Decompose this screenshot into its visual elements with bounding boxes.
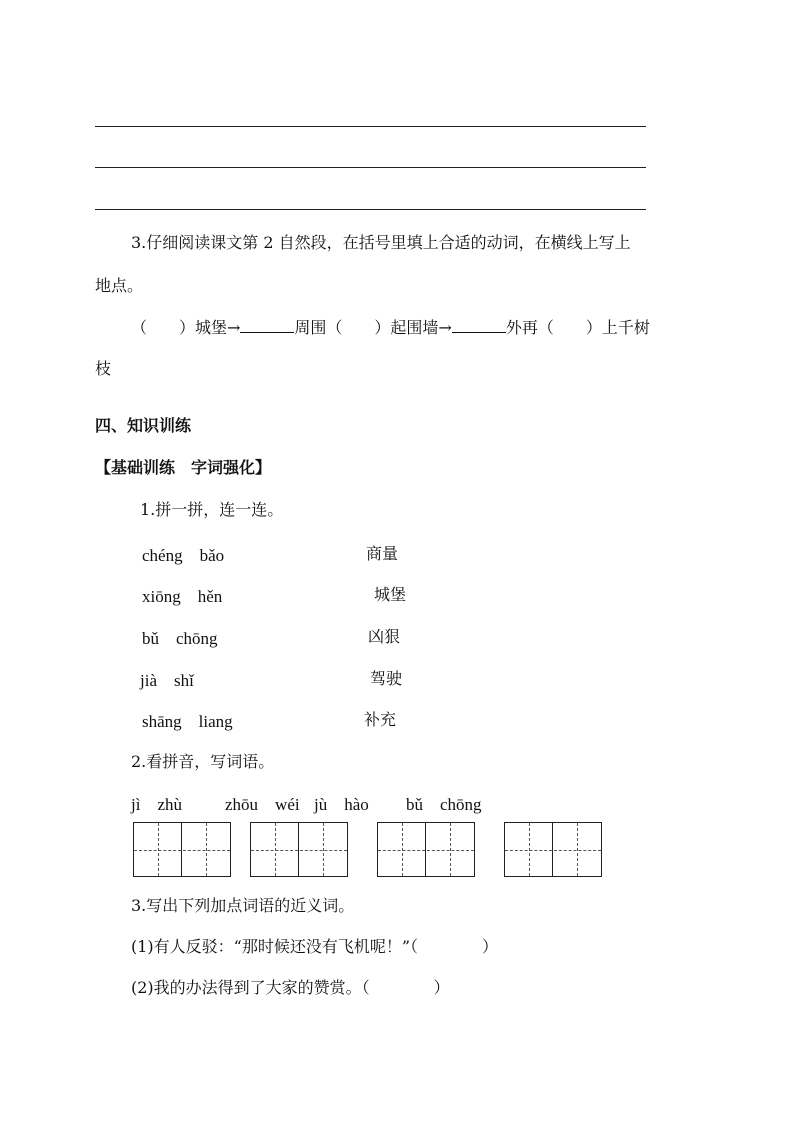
q1-pinyin-3: bǔ chōng xyxy=(142,629,218,648)
q1-pinyin-2: xiōng hěn xyxy=(142,587,223,606)
q1-pinyin-4: jià shǐ xyxy=(140,671,194,690)
q2-pinyin-3: jù hào xyxy=(314,795,369,814)
q3-title: 3.写出下列加点词语的近义词。 xyxy=(131,896,355,915)
reading-q3-fill-line2: 枝 xyxy=(95,359,112,378)
writing-grid-3[interactable] xyxy=(377,822,475,877)
q2-pinyin-4: bǔ chōng xyxy=(406,795,482,814)
answer-line-2[interactable] xyxy=(95,167,646,168)
reading-q3-line1: 3.仔细阅读课文第 2 自然段，在括号里填上合适的动词，在横线上写上 xyxy=(131,233,631,252)
q3-item-2: (2)我的办法得到了大家的赞赏。（ ） xyxy=(131,978,450,997)
fill-blank-2[interactable] xyxy=(452,318,506,333)
q3-item-1: (1)有人反驳：“那时候还没有飞机呢！”（ ） xyxy=(131,937,499,956)
q2-title: 2.看拼音，写词语。 xyxy=(131,752,275,771)
q1-word-4: 驾驶 xyxy=(370,669,403,688)
q1-word-5: 补充 xyxy=(364,710,397,729)
reading-q3-fill xyxy=(131,315,650,338)
q1-pinyin-5: shāng liang xyxy=(142,712,233,731)
section-subtitle: 【基础训练 字词强化】 xyxy=(95,458,272,477)
answer-line-3[interactable] xyxy=(95,209,646,210)
writing-grid-1[interactable] xyxy=(133,822,231,877)
fill-part-2: 周围（ ）起围墙→ xyxy=(294,318,452,337)
fill-part-3: 外再（ ）上千树 xyxy=(505,318,650,337)
q1-word-1: 商量 xyxy=(366,544,399,563)
fill-part-1: （ ）城堡→ xyxy=(131,318,241,337)
q1-word-3: 凶狠 xyxy=(368,627,401,646)
q2-pinyin-1: jì zhù xyxy=(131,795,182,814)
q1-word-2: 城堡 xyxy=(374,585,407,604)
answer-line-1[interactable] xyxy=(95,126,646,127)
writing-grid-4[interactable] xyxy=(504,822,602,877)
fill-blank-1[interactable] xyxy=(240,318,294,333)
section-title: 四、知识训练 xyxy=(95,416,192,435)
reading-q3-line2: 地点。 xyxy=(95,276,144,295)
writing-grid-2[interactable] xyxy=(250,822,348,877)
q1-pinyin-1: chéng bǎo xyxy=(142,546,225,565)
q1-title: 1.拼一拼，连一连。 xyxy=(140,500,284,519)
q2-pinyin-2: zhōu wéi xyxy=(225,795,300,814)
